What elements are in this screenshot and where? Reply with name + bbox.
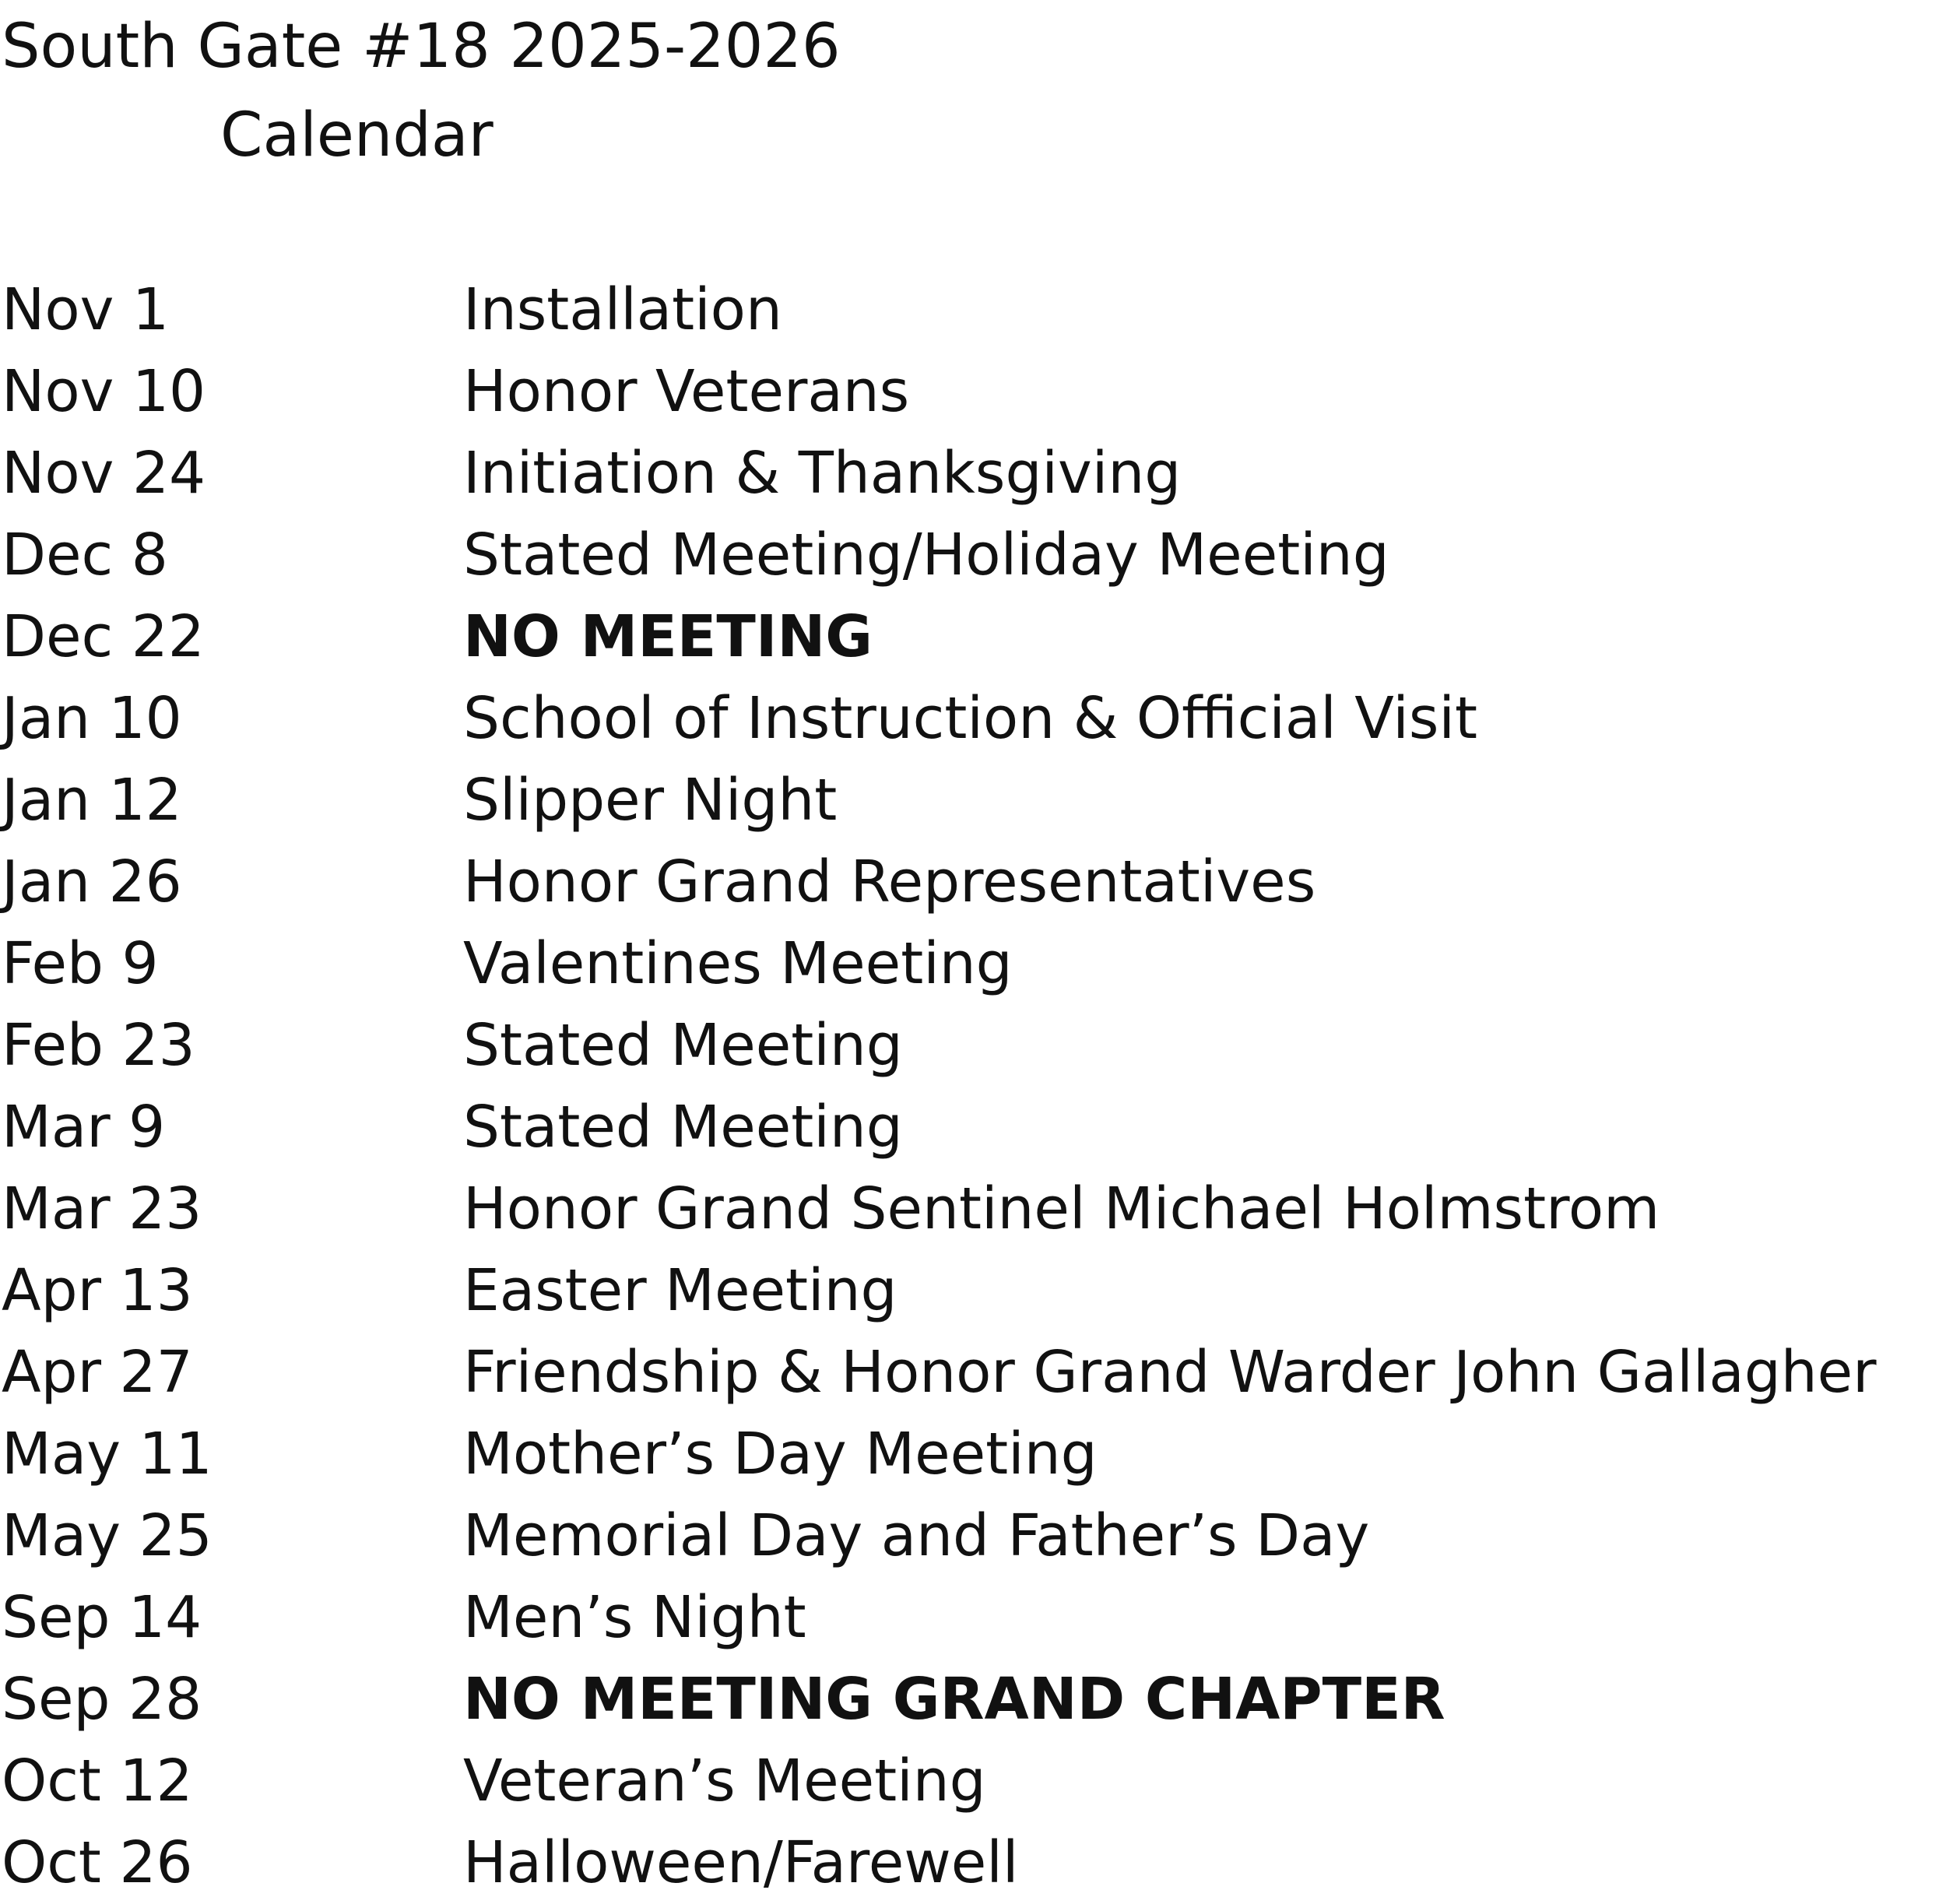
event-description: Honor Grand Representatives [463, 848, 1316, 915]
list-item [0, 1659, 1946, 1741]
event-date: Oct 26 [2, 1829, 193, 1896]
list-item [0, 515, 1946, 596]
list-item [0, 1577, 1946, 1659]
list-item [0, 351, 1946, 433]
page-subtitle: Calendar [220, 100, 494, 170]
event-date: Nov 1 [2, 276, 170, 343]
event-date: Dec 22 [2, 603, 205, 670]
event-description: Valentines Meeting [463, 930, 1013, 997]
event-date: Nov 10 [2, 358, 206, 425]
list-item [0, 760, 1946, 841]
event-date: Jan 10 [2, 685, 182, 752]
list-item [0, 1495, 1946, 1577]
event-description: Installation [463, 276, 782, 343]
event-description: Easter Meeting [463, 1257, 897, 1324]
event-date: Sep 28 [2, 1666, 202, 1733]
event-description: Honor Veterans [463, 358, 910, 425]
event-date: May 11 [2, 1421, 213, 1488]
event-date: Mar 23 [2, 1175, 202, 1242]
list-item [0, 1250, 1946, 1332]
event-date: Nov 24 [2, 440, 206, 507]
event-description: Stated Meeting [463, 1094, 903, 1161]
list-item [0, 1822, 1946, 1904]
event-date: Mar 9 [2, 1094, 166, 1161]
list-item [0, 433, 1946, 515]
event-description: Stated Meeting/Holiday Meeting [463, 522, 1389, 588]
page-title: South Gate #18 2025-2026 [2, 12, 841, 82]
event-description: Mother’s Day Meeting [463, 1421, 1098, 1488]
list-item [0, 596, 1946, 678]
event-description: Veteran’s Meeting [463, 1748, 986, 1814]
event-date: Feb 23 [2, 1012, 195, 1079]
event-description: Initiation & Thanksgiving [463, 440, 1182, 507]
event-date: Jan 12 [2, 767, 182, 834]
list-item [0, 1168, 1946, 1250]
event-description: Men’s Night [463, 1584, 806, 1651]
event-date: Dec 8 [2, 522, 168, 588]
list-item [0, 1005, 1946, 1087]
event-date: Apr 27 [2, 1339, 193, 1406]
list-item [0, 269, 1946, 351]
event-description: Slipper Night [463, 767, 838, 834]
event-description: Friendship & Honor Grand Warder John Gallagher [463, 1339, 1877, 1406]
event-description: Honor Grand Sentinel Michael Holmstrom [463, 1175, 1660, 1242]
list-item [0, 678, 1946, 760]
event-date: Jan 26 [2, 848, 182, 915]
event-date: Feb 9 [2, 930, 159, 997]
event-description: Memorial Day and Father’s Day [463, 1502, 1370, 1569]
event-date: May 25 [2, 1502, 213, 1569]
list-item [0, 923, 1946, 1005]
event-list [0, 269, 1946, 1904]
event-description: Halloween/Farewell [463, 1829, 1019, 1896]
list-item [0, 1332, 1946, 1414]
event-description: NO MEETING [463, 603, 873, 670]
list-item [0, 1414, 1946, 1495]
event-date: Sep 14 [2, 1584, 202, 1651]
event-description: NO MEETING GRAND CHAPTER [463, 1666, 1445, 1733]
event-description: School of Instruction & Official Visit [463, 685, 1477, 752]
event-description: Stated Meeting [463, 1012, 903, 1079]
event-date: Oct 12 [2, 1748, 193, 1814]
event-date: Apr 13 [2, 1257, 193, 1324]
list-item [0, 1741, 1946, 1822]
list-item [0, 841, 1946, 923]
list-item [0, 1087, 1946, 1168]
